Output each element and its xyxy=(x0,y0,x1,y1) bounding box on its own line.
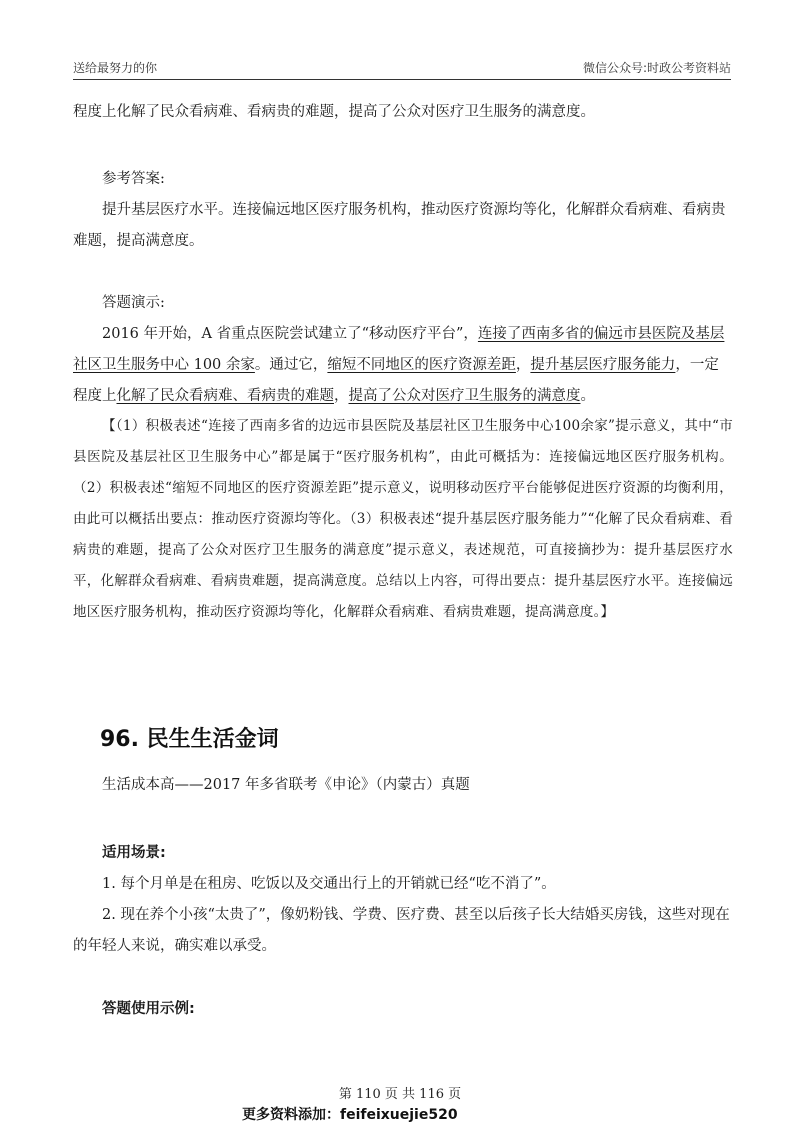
demo-seg: ， xyxy=(515,357,531,373)
answer-demo xyxy=(73,288,733,412)
explanation-note: 【（1）积极表述“连接了西南多省的边远市县医院及基层社区卫生服务中心100余家”提示意义，其中“市县医院及基层社区卫生服务中心”都是属于“医疗服务机构”，由此可概括为：连接偏远地区医疗服务机构。（2）积极表述“缩短不同地区的医疗资源差距”提示意义，说明移动医疗平台能够促进医疗资源的均衡利用，由此可以概括出要点：推动医疗资源均等化。（3）积极表述“提升基层医疗服务能力”“化解了民众看病难、看病贵的难题，提高了公众对医疗卫生服务的满意度”提示意义，表述规范，可直接摘抄为：提升基层医疗水平，化解群众看病难、看病贵难题，提高满意度。总结以上内容，可得出要点：提升基层医疗水平。连接偏远地区医疗服务机构，推动医疗资源均等化，化解群众看病难、看病贵难题，提高满意度。】 xyxy=(73,418,733,620)
demo-underlined: 缩短不同地区的医疗资源差距 xyxy=(327,357,516,373)
scene-label: 适用场景: xyxy=(102,845,166,861)
example-label: 答题使用示例: xyxy=(102,1001,195,1017)
demo-seg: ，一定程度上 xyxy=(73,357,719,404)
demo-seg: ， xyxy=(334,388,349,404)
page-header xyxy=(73,55,731,80)
section-subtitle: 生活成本高——2017 年多省联考《申论》（内蒙古）真题 xyxy=(102,777,470,793)
demo-seg: 2016 年开始，A 省重点医院尝试建立了“移动医疗平台”， xyxy=(102,326,478,342)
demo-underlined: 连接了西南多省的偏远市县医院及基层社区卫生服务中心 100 余家 xyxy=(73,326,725,373)
demo-seg: 。 xyxy=(580,388,595,404)
footer-contact: 更多资料添加：feifeixuejie520 xyxy=(242,1107,458,1123)
scene-item-1: 1. 每个月单是在租房、吃饭以及交通出行上的开销就已经“吃不消了”。 xyxy=(102,876,556,892)
top-paragraph: 程度上化解了民众看病难、看病贵的难题，提高了公众对医疗卫生服务的满意度。 xyxy=(73,104,595,120)
demo-underlined: 化解了民众看病难、看病贵的难题 xyxy=(116,388,334,404)
demo-underlined: 提升基层医疗服务能力 xyxy=(530,357,676,373)
demo-underlined: 提高了公众对医疗卫生服务的满意度 xyxy=(348,388,581,404)
reference-answer xyxy=(73,164,733,257)
header-slogan: 送给最努力的你 xyxy=(73,61,158,75)
demo-label: 答题演示: xyxy=(102,295,165,311)
section-title: 96. 民生生活金词 xyxy=(100,727,279,752)
header-wechat-account: 微信公众号:时政公考资料站 xyxy=(582,61,731,75)
reference-text: 提升基层医疗水平。连接偏远地区医疗服务机构，推动医疗资源均等化，化解群众看病难、看病贵难题，提高满意度。 xyxy=(73,202,726,249)
scene-block xyxy=(73,838,733,962)
page-number: 第 110 页 共 116 页 xyxy=(338,1087,462,1102)
reference-label: 参考答案: xyxy=(102,171,165,187)
demo-seg: 。通过它， xyxy=(254,357,328,373)
demo-text xyxy=(73,319,733,412)
scene-item-2: 2. 现在养个小孩“太贵了”，像奶粉钱、学费、医疗费、甚至以后孩子长大结婚买房钱，这些对现在的年轻人来说，确实难以承受。 xyxy=(73,907,730,954)
